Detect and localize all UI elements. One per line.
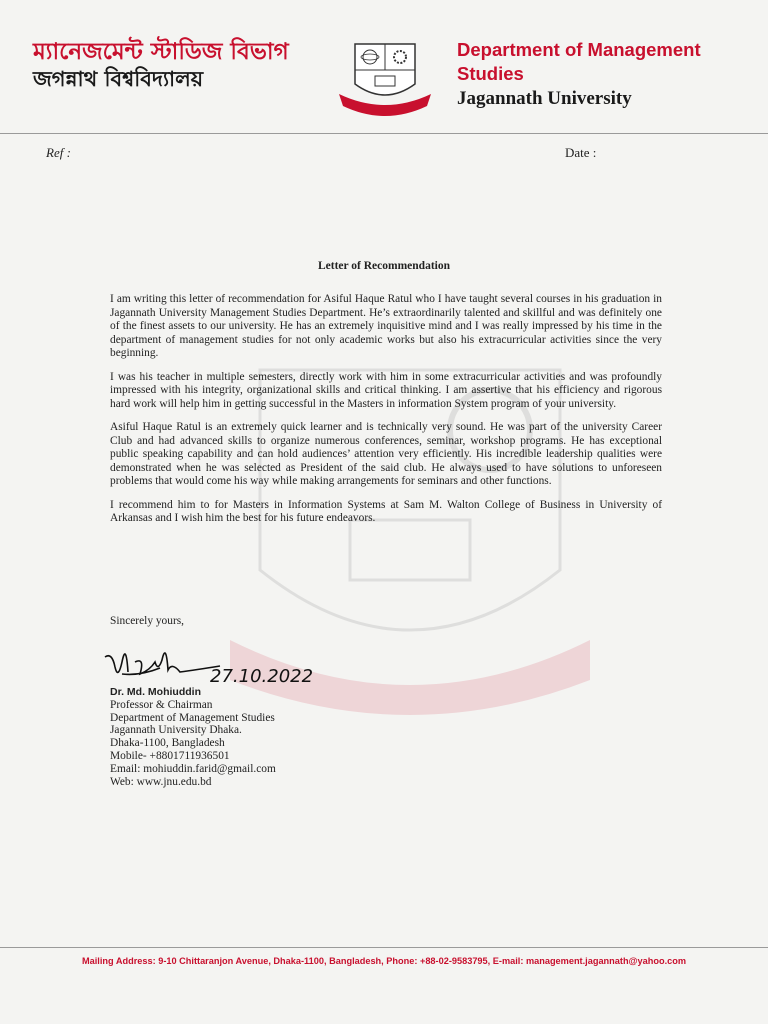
paragraph: I recommend him to for Masters in Information Systems at Sam M. Walton College of Business in University of Arkansas and I wish him the best for his future endeavors. (110, 498, 662, 524)
mailing-address-footer: Mailing Address: 9-10 Chittaranjon Avenue, Dhaka-1100, Bangladesh, Phone: +88-02-9583795, E-mail: management.jagannath@yahoo.com (81, 956, 687, 966)
signatory-university: Jagannath University Dhaka. (110, 724, 242, 737)
paragraph: I was his teacher in multiple semesters, directly work with him in some extracurricular activities and was profoundly impressed with his integrity, organizational skills and critical thinking. I am assertive that his efficiency and rigorous hard work will help him in getting successful in the Masters in information System program of your university. (110, 370, 662, 410)
signatory-title: Professor & Chairman (110, 698, 213, 711)
signature-date: 27.10.2022 (210, 666, 314, 687)
closing: Sincerely yours, (110, 615, 185, 627)
letter-body (110, 293, 662, 536)
date-label: Date : (565, 145, 597, 160)
university-name: Jagannath University (457, 88, 632, 109)
signatory-department: Department of Management Studies (110, 711, 275, 724)
letter-title: Letter of Recommendation (317, 260, 450, 272)
department-name-bn: ম্যানেজমেন্ট স্টাডিজ বিভাগ (33, 39, 289, 65)
header-divider (0, 133, 768, 134)
signatory-email: Email: mohiuddin.farid@gmail.com (110, 762, 276, 775)
signatory-mobile: Mobile- +8801711936501 (110, 749, 230, 762)
paragraph: Asiful Haque Ratul is an extremely quick learner and is technically very sound. He was part of the university Career Club and had advanced skills to organize numerous conferences, seminar, workshop programs. He has exceptional public speaking capability and can hold audiences’ attention very efficiently. His incredible leadership qualities were demonstrated when he was selected as President of the said club. He always used to have solutions to unforeseen problems that would come his way while making arrangements for seminars and other functions. (110, 421, 662, 487)
signatory-web: Web: www.jnu.edu.bd (110, 775, 212, 788)
paragraph: I am writing this letter of recommendation for Asiful Haque Ratul who I have taught several courses in his graduation in Jagannath University Management Studies Department. He’s extraordinarily talented and skillful and was definitely one of the finest assets to our university. He has an extremely inquisitive mind and I was really impressed by his time in the department of management studies for not only academic works but also his extracurricular activities since the very beginning. (110, 293, 662, 359)
signatory-block (110, 686, 276, 788)
footer-divider (0, 947, 768, 948)
signatory-address: Dhaka-1100, Bangladesh (110, 737, 225, 750)
university-name-bn: জগন্নাথ বিশ্ববিদ্যালয় (33, 67, 204, 91)
signatory-name: Dr. Md. Mohiuddin (110, 686, 201, 698)
handwritten-signature (100, 632, 330, 687)
department-name: Department of Management Studies (457, 39, 701, 84)
ref-label: Ref : (46, 145, 71, 160)
university-seal-icon (335, 40, 435, 122)
header-english (457, 38, 768, 112)
header-bengali (33, 38, 289, 92)
